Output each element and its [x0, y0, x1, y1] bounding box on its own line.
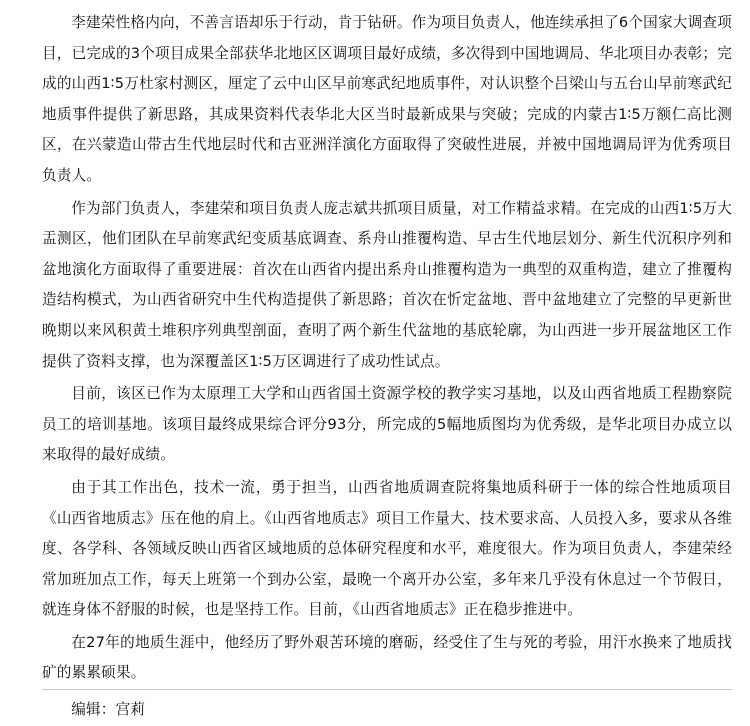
editor-signature: 编辑：宫莉 — [71, 701, 146, 719]
paragraph: 在27年的地质生涯中，他经历了野外艰苦环境的磨砺，经受住了生与死的考验，用汗水换来了地质找矿的累累硕果。 — [42, 633, 732, 682]
paragraph: 目前，该区已作为太原理工大学和山西省国土资源学校的教学实习基地，以及山西省地质工程勘察院员工的培训基地。该项目最终成果综合评分93分，所完成的5幅地质图均为优秀级，是华北项目办成立以来取得的最好成绩。 — [42, 385, 732, 464]
paragraph: 作为部门负责人，李建荣和项目负责人庞志斌共抓项目质量，对工作精益求精。在完成的山西1∶5万大盂测区，他们团队在早前寒武纪变质基底调查、系舟山推覆构造、早古生代地层划分、新生代沉积序列和盆地演化方面取得了重要进展：首次在山西省内提出系舟山推覆构造为一典型的双重构造，建立了推覆构造结构模式，为山西省研究中生代构造提供了新思路；首次在忻定盆地、晋中盆地建立了完整的早更新世晚期以来风积黄土堆积序列典型剖面，查明了两个新生代盆地的基底轮廓，为山西进一步开展盆地区工作提供了资料支撑，也为深覆盖区1∶5万区调进行了成功性试点。 — [42, 199, 732, 370]
footer-divider — [42, 689, 732, 690]
paragraph: 李建荣性格内向，不善言语却乐于行动，肯于钻研。作为项目负责人，他连续承担了6个国家大调查项目，已完成的3个项目成果全部获华北地区区调项目最好成绩，多次得到中国地调局、华北项目办表彰；完成的山西1∶5万杜家村测区，厘定了云中山区早前寒武纪地质事件，对认识整个吕梁山与五台山早前寒武纪地质事件提供了新思路，其成果资料代表华北大区当时最新成果与突破；完成的内蒙古1∶5万额仁高比测区，在兴蒙造山带古生代地层时代和古亚洲洋演化方面取得了突破性进展，并被中国地调局评为优秀项目负责人。 — [42, 14, 733, 184]
paragraph: 由于其工作出色，技术一流，勇于担当，山西省地质调查院将集地质科研于一体的综合性地质项目《山西省地质志》压在他的肩上。《山西省地质志》项目工作量大、技术要求高、人员投入多，要求从各维度、各学科、各领域反映山西省区域地质的总体研究程度和水平，难度很大。作为项目负责人，李建荣经常加班加点工作，每天上班第一个到办公室，最晚一个离开办公室，多年来几乎没有休息过一个节假日，就连身体不舒服的时候，也是坚持工作。目前，《山西省地质志》正在稳步推进中。 — [42, 478, 732, 619]
